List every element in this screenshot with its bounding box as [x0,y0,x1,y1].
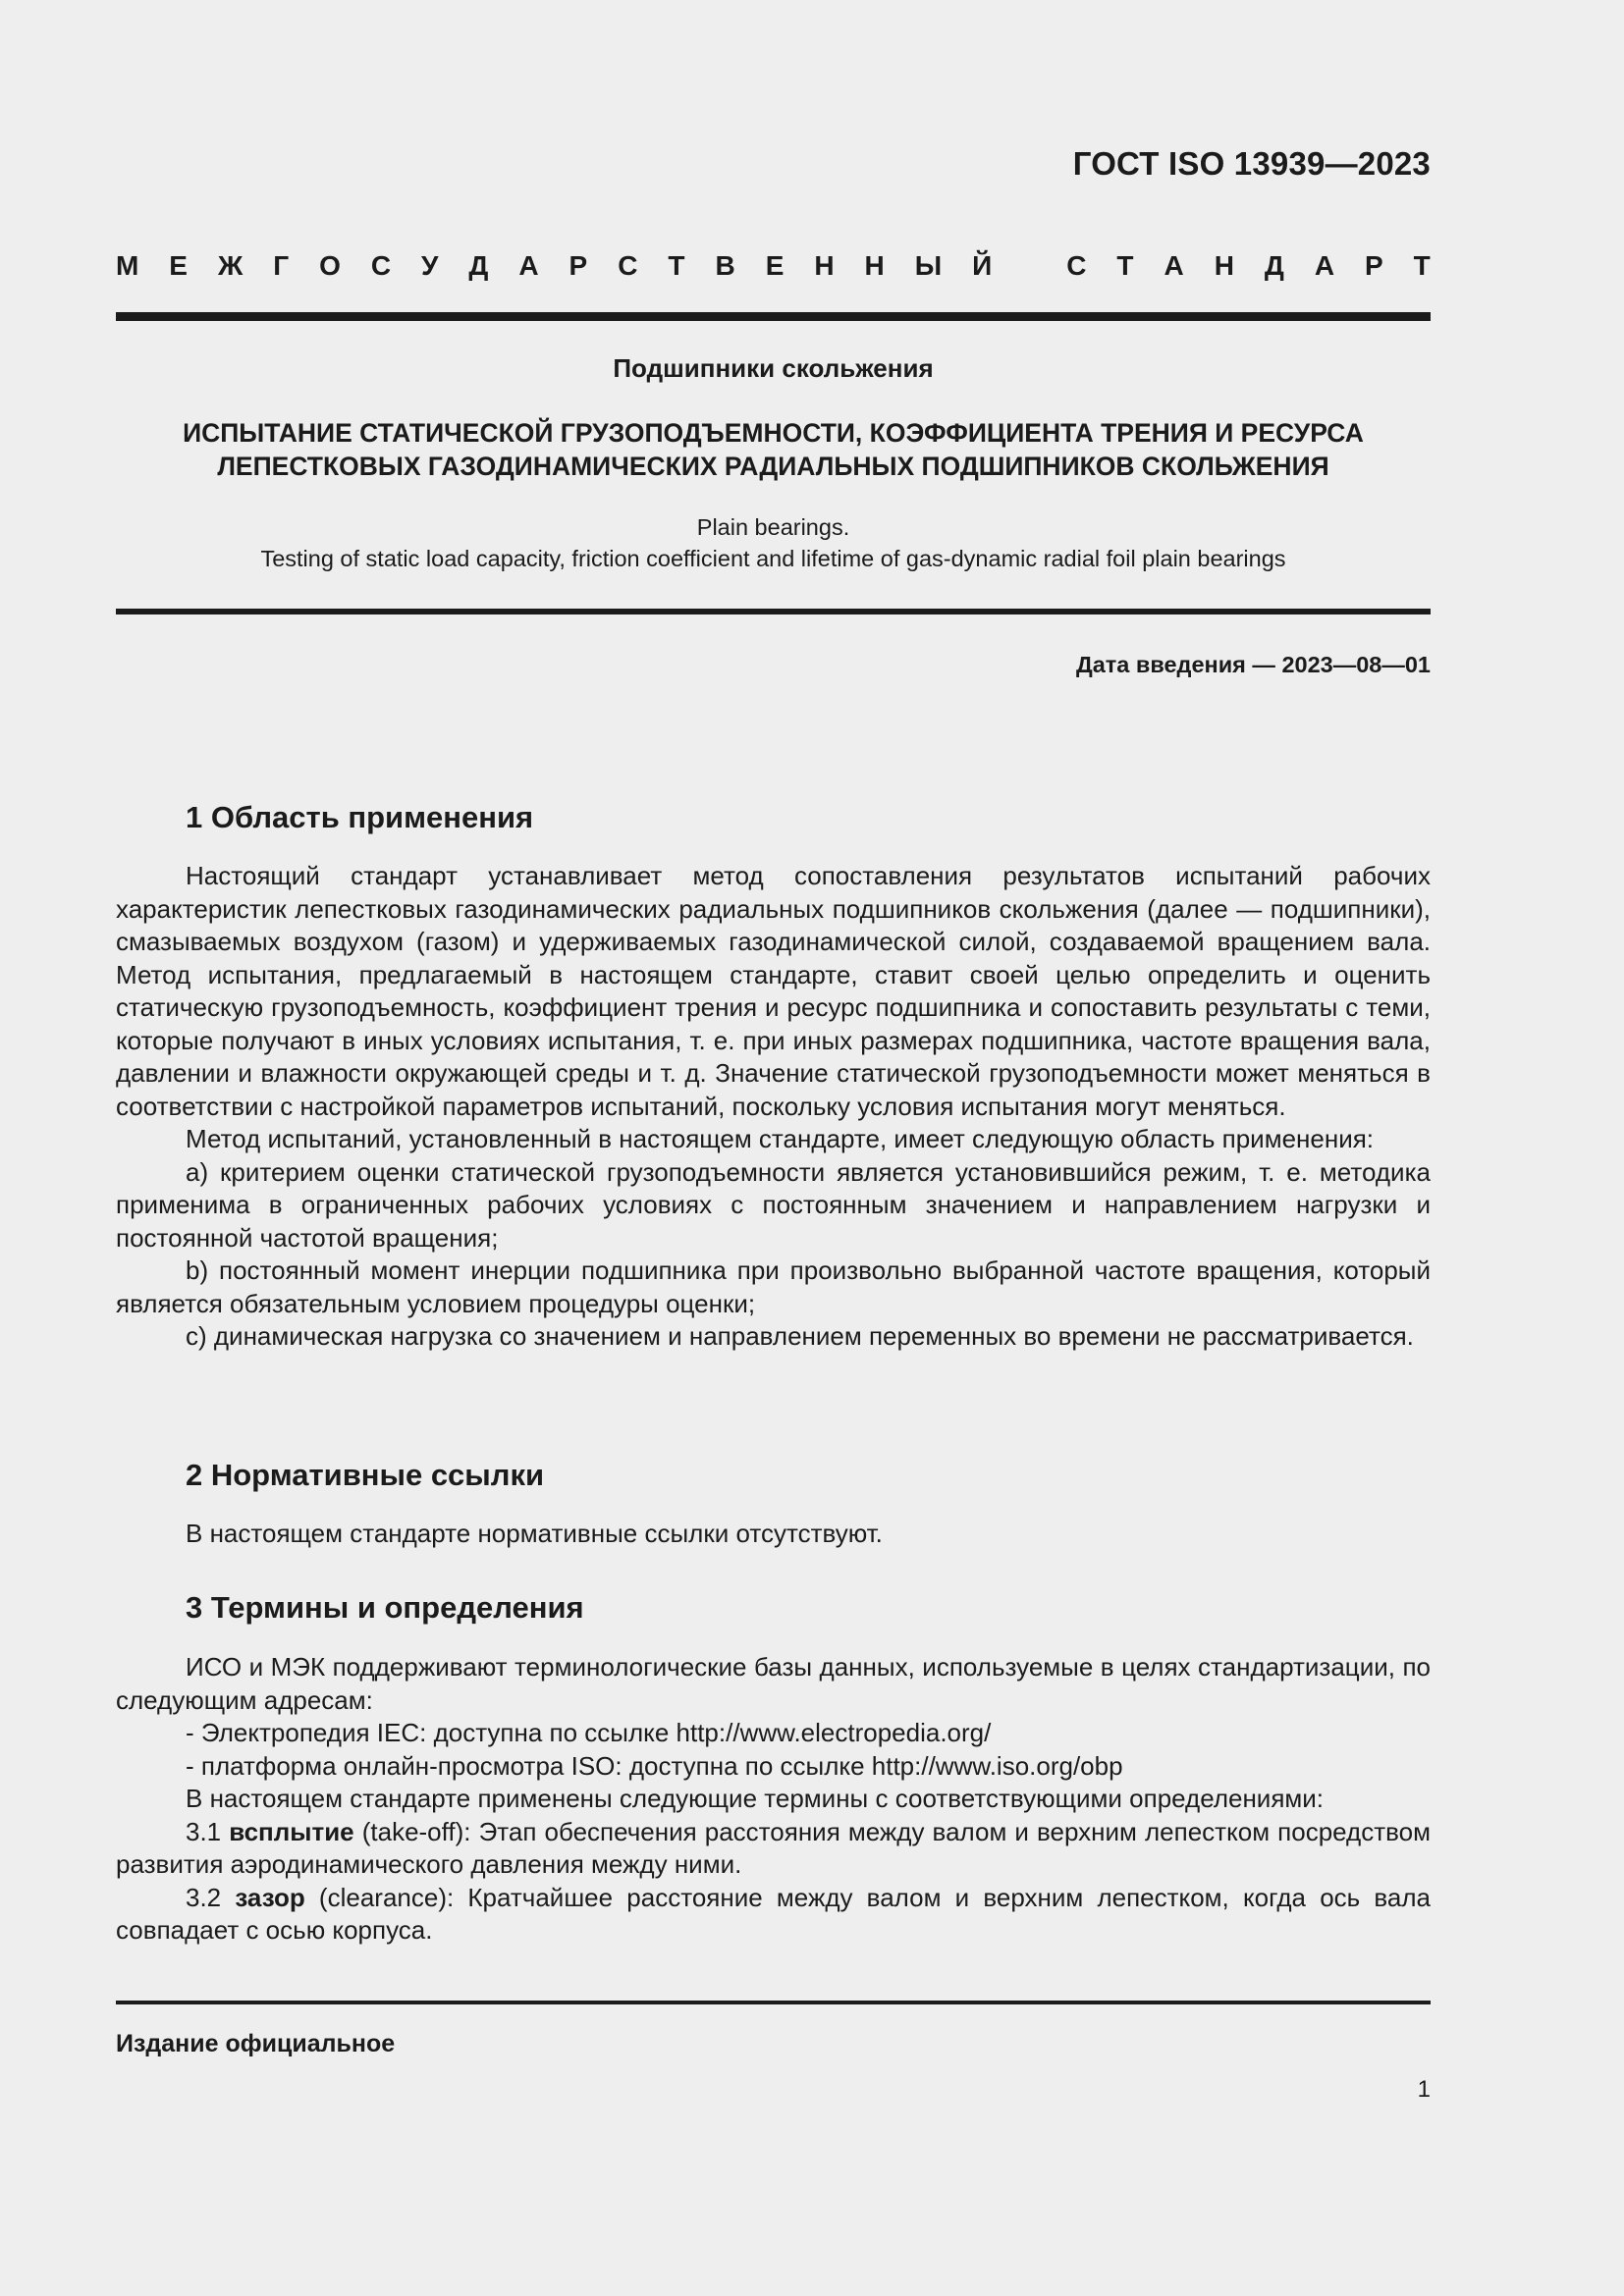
term-number: 3.1 [186,1816,230,1846]
letter: М [116,250,139,281]
letter: А [1164,250,1184,281]
letter: Р [568,250,588,281]
letter: С [370,250,392,281]
letter: А [1314,250,1335,281]
term-text: (take-off): Этап обеспечения расстояния между валом и верхним лепестком посредством развития аэродинамического давления между ними. [116,1816,1431,1879]
letter: Н [814,250,835,281]
letter: Е [765,250,785,281]
letter: Т [1413,250,1431,281]
english-title [116,511,1431,574]
letter: Т [668,250,685,281]
letter: В [715,250,735,281]
letter: Р [1365,250,1383,281]
list-item: а) критерием оценки статической грузоподъемности является установившийся режим, т. е. методика применима в ограниченных рабочих условиях с постоянным значением и направлением нагрузки и постоянной частотой вращения; [116,1156,1431,1253]
letter: О [319,250,341,281]
letter: Ы [914,250,943,281]
section-2-body [116,1518,1431,1551]
paragraph: В настоящем стандарте нормативные ссылки отсутствуют. [186,1519,883,1548]
term-definition [116,1816,1431,1882]
title-rule [116,609,1431,614]
document-title-line: ИСПЫТАНИЕ СТАТИЧЕСКОЙ ГРУЗОПОДЪЕМНОСТИ, КОЭФФИЦИЕНТА ТРЕНИЯ И РЕСУРСА [183,418,1364,448]
letter: Н [864,250,885,281]
list-item: - платформа онлайн-просмотра ISO: доступна по ссылке http://www.iso.org/obp [186,1750,1123,1781]
section-1-heading: 1 Область применения [186,800,534,834]
footer-rule [116,2001,1431,2004]
page-number: 1 [1417,2076,1431,2103]
paragraph: Метод испытаний, установленный в настоящем стандарте, имеет следующую область применения: [186,1124,1375,1153]
letter: Ж [217,250,244,281]
letter: Т [1116,250,1134,281]
document-subtitle: Подшипники скольжения [613,353,934,383]
term-name: всплытие [229,1816,354,1846]
interstate-standard-label [116,250,1431,282]
paragraph: Настоящий стандарт устанавливает метод сопоставления результатов испытаний рабочих характеристик лепестковых газодинамических радиальных подшипников скольжения (далее — подшипники), смазываемых воздухом (газом) и удерживаемых газодинамической силой, создаваемой вращением вала. Метод испытания, предлагаемый в настоящем стандарте, ставит своей целью определить и оценить статическую грузоподъемность, коэффициент трения и ресурс подшипника и сопоставить результаты с теми, которые получают в иных условиях испытания, т. е. при иных размерах подшипника, частоте вращения вала, давлении и влажности окружающей среды и т. д. Значение статической грузоподъемности может меняться в соответствии с настройкой параметров испытаний, поскольку условия испытания могут меняться. [116,861,1431,1121]
section-1-body [116,860,1431,1354]
list-item: b) постоянный момент инерции подшипника при произвольно выбранной частоте вращения, который является обязательным условием процедуры оценки; [116,1255,1431,1318]
standard-designation: ГОСТ ISO 13939—2023 [1072,145,1431,182]
letter-gap [1022,250,1036,282]
letter: Н [1214,250,1234,281]
letter: Д [468,250,489,281]
list-item: - Электропедия IEC: доступна по ссылке http://www.electropedia.org/ [186,1718,992,1747]
document-title-line: ЛЕПЕСТКОВЫХ ГАЗОДИНАМИЧЕСКИХ РАДИАЛЬНЫХ ПОДШИПНИКОВ СКОЛЬЖЕНИЯ [217,452,1329,481]
term-number: 3.2 [186,1882,236,1912]
letter: Е [169,250,188,281]
term-definition [116,1882,1431,1948]
introduction-date: Дата введения — 2023—08—01 [1075,652,1431,677]
paragraph: В настоящем стандарте применены следующие термины с соответствующими определениями: [186,1784,1325,1813]
letter: А [518,250,539,281]
english-title-line: Plain bearings. [696,514,850,540]
term-name: зазор [235,1882,305,1912]
document-title [116,416,1431,483]
english-title-line: Testing of static load capacity, friction coefficient and lifetime of gas-dynamic radial foil plain bearings [260,546,1286,571]
letter: Г [273,250,290,281]
letter: Й [972,250,993,281]
section-3-body [116,1651,1431,1948]
letter: С [618,250,638,281]
list-item: с) динамическая нагрузка со значением и направлением переменных во времени не рассматривается. [186,1321,1414,1351]
letter: С [1066,250,1087,281]
letter: Д [1264,250,1284,281]
header-rule [116,312,1431,321]
section-2-heading: 2 Нормативные ссылки [186,1458,545,1492]
term-text: (clearance): Кратчайшее расстояние между валом и верхним лепестком, когда ось вала совпадает с осью корпуса. [116,1882,1432,1945]
paragraph: ИСО и МЭК поддерживают терминологические базы данных, используемые в целях стандартизации, по следующим адресам: [116,1652,1431,1715]
section-3-heading: 3 Термины и определения [186,1590,584,1625]
letter: У [421,250,439,281]
official-edition-label: Издание официальное [116,2030,396,2057]
